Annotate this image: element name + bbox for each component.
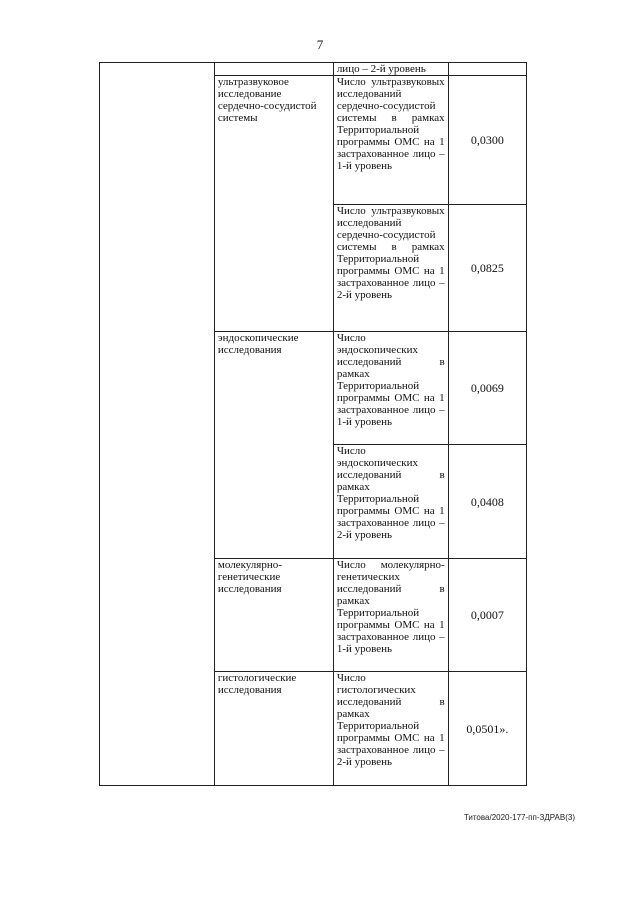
description-cell: Число эндоскопических исследований в рамках Территориальной программы ОМС на 1 застрахованное лицо – 1-й уровень bbox=[333, 332, 448, 445]
description-cell: Число гистологических исследований в рамках Территориальной программы ОМС на 1 застрахованное лицо – 2-й уровень bbox=[333, 672, 448, 786]
value-cell: 0,0408 bbox=[448, 445, 526, 559]
document-code: Титова/2020-177-пп-ЗДРАВ(3) bbox=[463, 813, 575, 822]
indicators-table bbox=[99, 62, 527, 786]
description-cell: лицо – 2-й уровень bbox=[333, 63, 448, 76]
category-cell: эндоскопические исследования bbox=[214, 332, 333, 559]
value-cell: 0,0300 bbox=[448, 76, 526, 205]
category-cell bbox=[214, 63, 333, 76]
description-cell: Число ультразвуковых исследований сердечно-сосудистой системы в рамках Территориальной программы ОМС на 1 застрахованное лицо – 2-й уровень bbox=[333, 205, 448, 332]
value-cell bbox=[448, 63, 526, 76]
value-cell: 0,0069 bbox=[448, 332, 526, 445]
table-row bbox=[100, 63, 527, 76]
description-cell: Число ультразвуковых исследований сердечно-сосудистой системы в рамках Территориальной программы ОМС на 1 застрахованное лицо – 1-й уровень bbox=[333, 76, 448, 205]
value-cell: 0,0007 bbox=[448, 559, 526, 672]
value-cell: 0,0825 bbox=[448, 205, 526, 332]
description-cell: Число молекулярно-генетических исследований в рамках Территориальной программы ОМС на 1 застрахованное лицо – 1-й уровень bbox=[333, 559, 448, 672]
page-number: 7 bbox=[316, 37, 324, 52]
category-cell: ультразвуковое исследование сердечно-сосудистой системы bbox=[214, 76, 333, 332]
description-cell: Число эндоскопических исследований в рамках Территориальной программы ОМС на 1 застрахованное лицо – 2-й уровень bbox=[333, 445, 448, 559]
category-cell: гистологические исследования bbox=[214, 672, 333, 786]
value-cell: 0,0501». bbox=[448, 672, 526, 786]
category-cell: молекулярно-генетические исследования bbox=[214, 559, 333, 672]
empty-section-cell bbox=[100, 63, 215, 786]
